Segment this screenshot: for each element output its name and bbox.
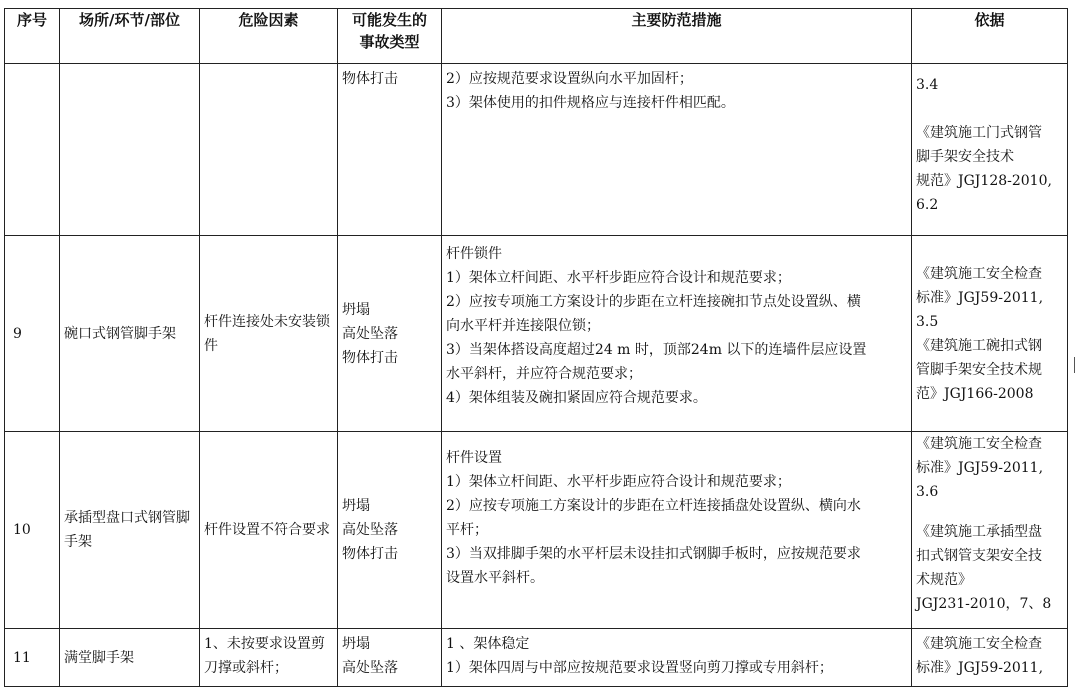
basis-line: 术规范》 xyxy=(916,572,972,588)
measure-line: 杆件设置 xyxy=(446,450,502,466)
accident-cell xyxy=(338,236,442,432)
measures-cell xyxy=(442,432,912,629)
basis-line: 3.4 xyxy=(916,77,939,93)
measure-line: 2）应按专项施工方案设计的步距在立杆连接碗扣节点处设置纵、横 xyxy=(446,294,861,310)
measure-line: 1）架体四周与中部应按规范要求设置竖向剪刀撑或专用斜杆； xyxy=(446,660,833,676)
measure-line: 向水平杆并连接限位锁； xyxy=(446,318,600,334)
place-cell: 承插型盘口式钢管脚手架 xyxy=(60,432,200,629)
header-hazard: 危险因素 xyxy=(200,9,338,64)
hazard-cell xyxy=(200,64,338,236)
basis-cell xyxy=(912,64,1068,236)
seq-cell: 11 xyxy=(5,629,60,687)
basis-cell xyxy=(912,236,1068,432)
measure-line: 3）当双排脚手架的水平杆层未设挂扣式钢脚手板时，应按规范要求 xyxy=(446,546,861,562)
basis-spacer xyxy=(916,504,1063,520)
table-row xyxy=(5,64,1068,236)
seq-cell xyxy=(5,64,60,236)
measure-line: 3）当架体搭设高度超过24 m 时，顶部24m 以下的连墙件层应设置 xyxy=(446,342,867,358)
header-accident-line1: 可能发生的 xyxy=(351,11,427,29)
accident-cell xyxy=(338,64,442,236)
accident-line: 坍塌 xyxy=(342,636,370,652)
measure-line: 4）架体组装及碗扣紧固应符合规范要求。 xyxy=(446,390,707,406)
basis-line: 标准》JGJ59-2011, xyxy=(916,660,1044,676)
accident-line: 物体打击 xyxy=(342,71,398,87)
basis-line: 《建筑施工安全检查 xyxy=(916,636,1042,652)
basis-line: 《建筑施工门式钢管 xyxy=(916,125,1042,141)
measure-line: 2）应按专项施工方案设计的步距在立杆连接插盘处设置纵、横向水 xyxy=(446,498,861,514)
accident-line: 坍塌 xyxy=(342,301,370,318)
basis-line: 6.2 xyxy=(916,197,939,213)
basis-line: 《建筑施工安全检查 xyxy=(916,436,1042,452)
header-measures: 主要防范措施 xyxy=(442,9,912,64)
basis-line: 标准》JGJ59-2011, xyxy=(916,289,1044,306)
header-row xyxy=(5,9,1068,64)
measures-cell xyxy=(442,64,912,236)
accident-line: 物体打击 xyxy=(342,546,398,562)
header-accident-line2: 事故类型 xyxy=(359,33,420,51)
page-edge-mark xyxy=(1074,357,1080,373)
basis-line: 管脚手架安全技术规 xyxy=(916,361,1042,378)
measures-cell xyxy=(442,629,912,687)
place-cell: 碗口式钢管脚手架 xyxy=(60,236,200,432)
basis-line: 《建筑施工碗扣式钢 xyxy=(916,337,1042,354)
measure-line: 3）架体使用的扣件规格应与连接杆件相匹配。 xyxy=(446,95,735,111)
basis-line: 《建筑施工承插型盘 xyxy=(916,524,1042,540)
measure-line: 平杆； xyxy=(446,522,488,538)
table-row xyxy=(5,629,1068,687)
measures-cell xyxy=(442,236,912,432)
accident-line: 高处坠落 xyxy=(342,522,398,538)
hazard-cell: 杆件设置不符合要求 xyxy=(200,432,338,629)
seq-cell: 9 xyxy=(5,236,60,432)
accident-cell xyxy=(338,432,442,629)
hazard-cell: 1、未按要求设置剪刀撑或斜杆； xyxy=(200,629,338,687)
basis-line: 规范》JGJ128-2010, xyxy=(916,173,1052,189)
hazard-table xyxy=(4,8,1068,687)
measure-line: 水平斜杆，并应符合规范要求； xyxy=(446,366,642,382)
header-seq: 序号 xyxy=(5,9,60,64)
accident-cell xyxy=(338,629,442,687)
seq-cell: 10 xyxy=(5,432,60,629)
basis-cell xyxy=(912,629,1068,687)
basis-line: 扣式钢管支架安全技 xyxy=(916,548,1042,564)
header-basis: 依据 xyxy=(912,9,1068,64)
table-row xyxy=(5,236,1068,432)
header-place: 场所/环节/部位 xyxy=(60,9,200,64)
basis-line: 标准》JGJ59-2011, xyxy=(916,460,1044,476)
header-accident-type xyxy=(338,9,442,64)
measure-line: 1）架体立杆间距、水平杆步距应符合设计和规范要求； xyxy=(446,270,791,286)
measure-line: 杆件锁件 xyxy=(446,246,502,262)
accident-line: 高处坠落 xyxy=(342,325,398,342)
basis-line: 范》JGJ166-2008 xyxy=(916,385,1034,402)
accident-line: 物体打击 xyxy=(342,349,398,366)
accident-line: 高处坠落 xyxy=(342,660,398,676)
hazard-cell: 杆件连接处未安装锁件 xyxy=(200,236,338,432)
measure-line: 1）架体立杆间距、水平杆步距应符合设计和规范要求； xyxy=(446,474,791,490)
basis-line: 脚手架安全技术 xyxy=(916,149,1014,165)
basis-line: 3.6 xyxy=(916,484,939,500)
basis-line: 《建筑施工安全检查 xyxy=(916,265,1042,282)
basis-cell xyxy=(912,432,1068,629)
basis-line: 3.5 xyxy=(916,313,939,330)
measure-line: 设置水平斜杆。 xyxy=(446,570,544,586)
basis-line: JGJ231-2010，7、8 xyxy=(916,596,1052,612)
place-cell xyxy=(60,64,200,236)
measure-line: 2）应按规范要求设置纵向水平加固杆； xyxy=(446,71,693,87)
measure-line: 1 、架体稳定 xyxy=(446,636,530,652)
accident-line: 坍塌 xyxy=(342,498,370,514)
table-row xyxy=(5,432,1068,629)
place-cell: 满堂脚手架 xyxy=(60,629,200,687)
basis-spacer xyxy=(916,97,1063,121)
